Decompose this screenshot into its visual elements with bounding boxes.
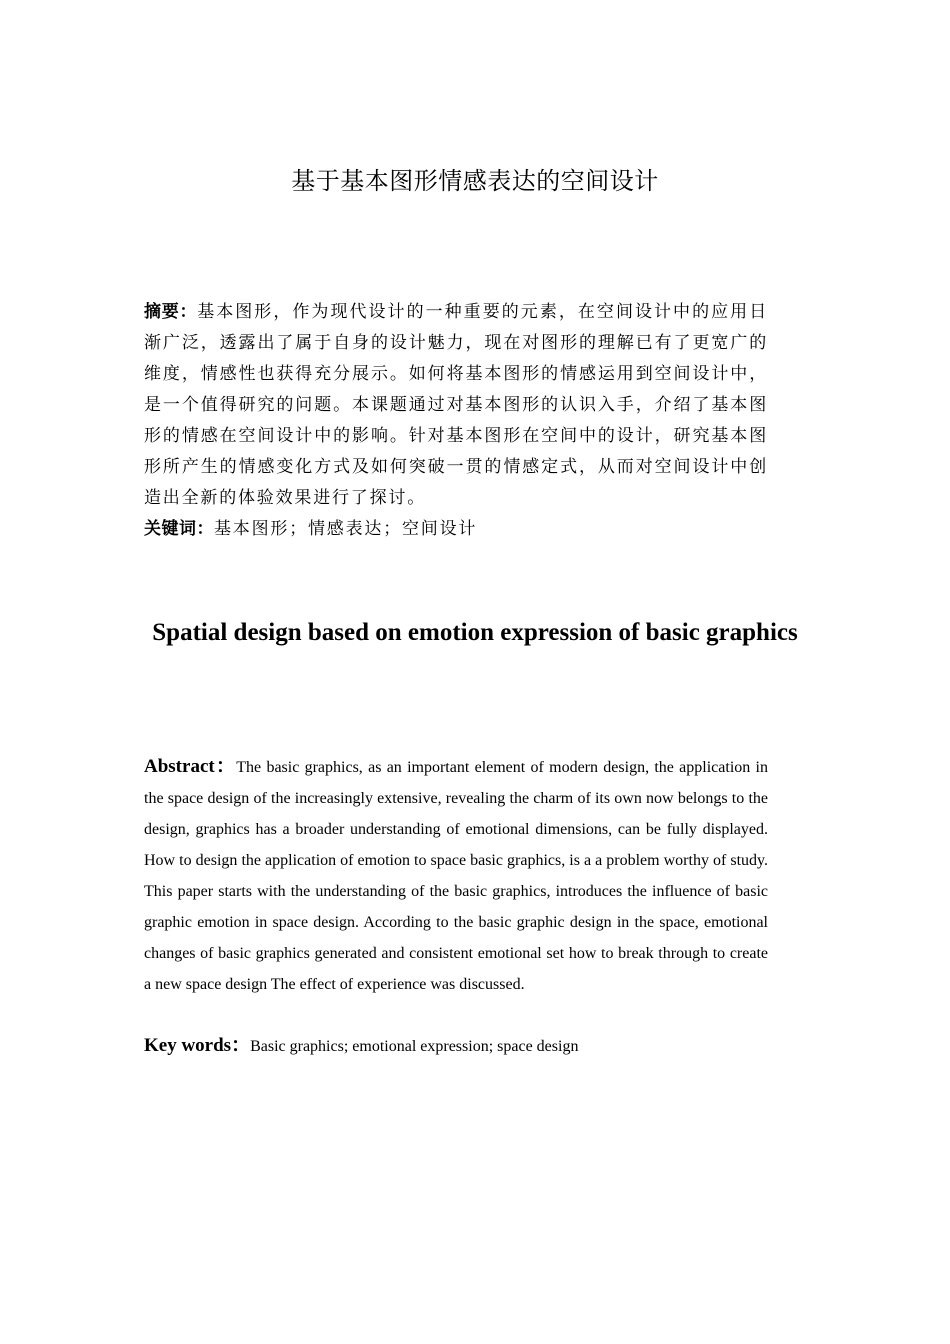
english-keywords-text: Basic graphics; emotional expression; space design [250, 1038, 579, 1055]
english-abstract-label: Abstract： [144, 756, 237, 777]
english-abstract [144, 751, 768, 1000]
chinese-keywords [144, 514, 768, 545]
english-title: Spatial design based on emotion expression of basic graphics [152, 619, 798, 646]
english-abstract-text: The basic graphics, as an important element of modern design, the application in the space design of the increasingly extensive, revealing the charm of its own now belongs to the design, graphics has a broader understanding of emotional dimensions, can be fully displayed. How to design the application of emotion to space basic graphics, is a a problem worthy of study. This paper starts with the understanding of the basic graphics, introduces the influence of basic graphic emotion in space design. According to the basic graphic design in the space, emotional changes of basic graphics generated and consistent emotional set how to break through to create a new space design The effect of experience was discussed. [144, 759, 768, 993]
chinese-abstract-label: 摘要： [144, 302, 198, 322]
english-keywords [144, 1030, 768, 1062]
chinese-abstract-text: 基本图形，作为现代设计的一种重要的元素，在空间设计中的应用日渐广泛，透露出了属于自身的设计魅力，现在对图形的理解已有了更宽广的维度，情感性也获得充分展示。如何将基本图形的情感运用到空间设计中，是一个值得研究的问题。本课题通过对基本图形的认识入手，介绍了基本图形的情感在空间设计中的影响。针对基本图形在空间中的设计，研究基本图形所产生的情感变化方式及如何突破一贯的情感定式，从而对空间设计中创造出全新的体验效果进行了探讨。 [144, 302, 768, 508]
chinese-keywords-label: 关键词： [144, 519, 214, 539]
chinese-keywords-text: 基本图形；情感表达；空间设计 [214, 519, 478, 539]
english-keywords-label: Key words： [144, 1035, 251, 1056]
chinese-title: 基于基本图形情感表达的空间设计 [291, 167, 659, 195]
chinese-abstract [144, 297, 768, 514]
